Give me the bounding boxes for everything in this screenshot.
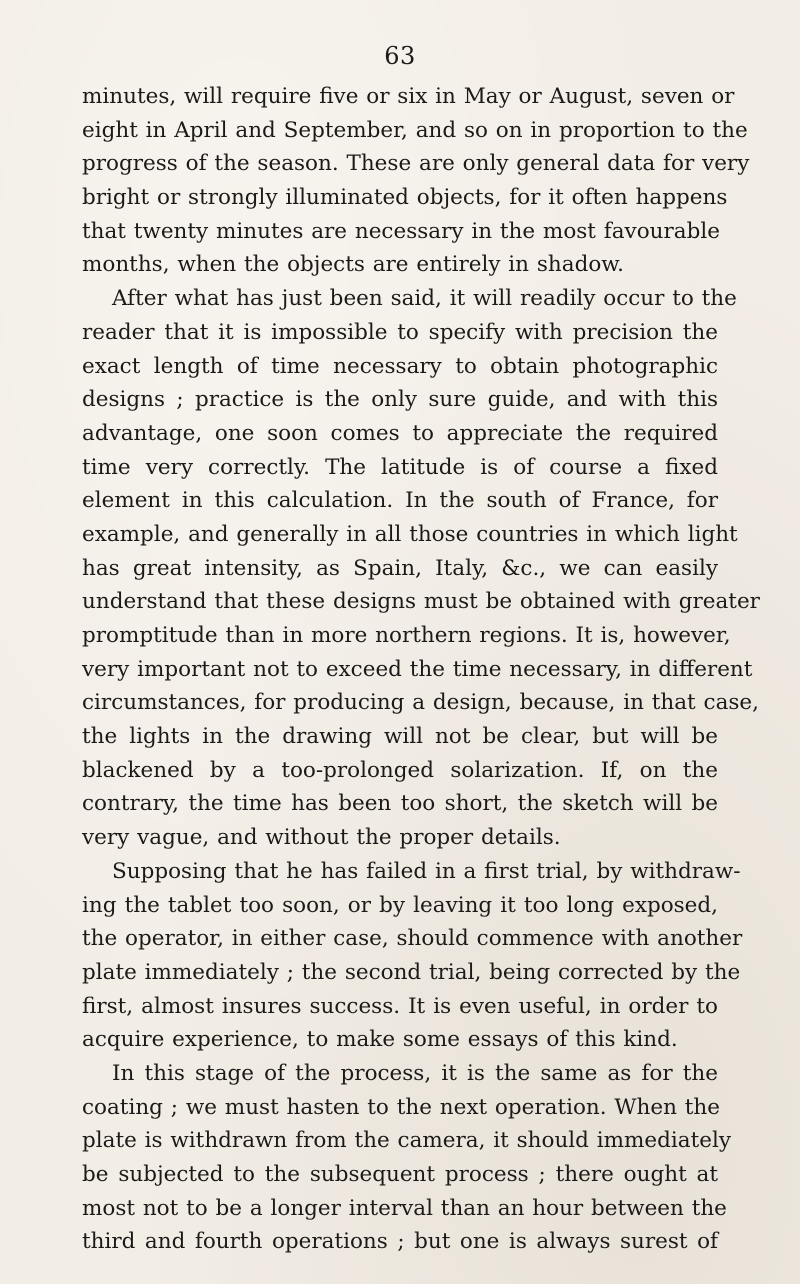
text-line: the operator, in either case, should commence with another xyxy=(82,926,743,952)
text-line: most not to be a longer interval than an hour between the xyxy=(82,1195,727,1221)
text-line: that twenty minutes are necessary in the most favourable xyxy=(82,218,720,244)
text-line: the lights in the drawing will not be clear, but will be xyxy=(82,724,718,750)
text-line: advantage, one soon comes to appreciate the required xyxy=(82,420,718,446)
text-line: months, when the objects are entirely in shadow. xyxy=(82,252,624,278)
text-line: time very correctly. The latitude is of course a fixed xyxy=(82,454,718,480)
text-line: circumstances, for producing a design, because, in that case, xyxy=(82,690,759,716)
text-line: blackened by a too-prolonged solarization. If, on the xyxy=(82,757,718,783)
text-line: bright or strongly illuminated objects, for it often happens xyxy=(82,185,728,211)
text-line: understand that these designs must be obtained with greater xyxy=(82,589,760,615)
text-line: promptitude than in more northern regions. It is, however, xyxy=(82,623,731,648)
text-line: acquire experience, to make some essays of this kind. xyxy=(82,1027,678,1053)
text-line: example, and generally in all those countries in which light xyxy=(82,521,738,547)
text-line: Supposing that he has failed in a first trial, by withdraw- xyxy=(112,858,741,884)
page-number: 63 xyxy=(384,42,416,70)
text-line: contrary, the time has been too short, the sketch will be xyxy=(82,791,718,817)
text-line: be subjected to the subsequent process ; there ought at xyxy=(82,1162,718,1187)
text-line: ing the tablet too soon, or by leaving it too long exposed, xyxy=(82,892,718,918)
text-line: coating ; we must hasten to the next operation. When the xyxy=(82,1094,720,1120)
text-line: element in this calculation. In the south of France, for xyxy=(82,488,718,514)
body-text xyxy=(82,80,760,1259)
text-line: has great intensity, as Spain, Italy, &c., we can easily xyxy=(82,555,718,581)
text-line: very vague, and without the proper details. xyxy=(82,825,561,851)
text-line: After what has just been said, it will readily occur to the xyxy=(112,286,737,312)
text-line: reader that it is impossible to specify with precision the xyxy=(82,319,718,345)
text-line: In this stage of the process, it is the same as for the xyxy=(112,1060,718,1086)
text-line: first, almost insures success. It is even useful, in order to xyxy=(82,993,718,1019)
text-line: plate is withdrawn from the camera, it should immediately xyxy=(82,1128,732,1154)
text-line: designs ; practice is the only sure guide, and with this xyxy=(82,387,718,413)
text-line: progress of the season. These are only general data for very xyxy=(82,151,750,177)
text-line: minutes, will require five or six in May or August, seven or xyxy=(82,84,735,109)
text-line: very important not to exceed the time necessary, in different xyxy=(82,656,753,682)
text-line: eight in April and September, and so on in proportion to the xyxy=(82,117,748,143)
text-line: plate immediately ; the second trial, being corrected by the xyxy=(82,959,741,985)
text-line: third and fourth operations ; but one is always surest of xyxy=(82,1229,718,1255)
text-line: exact length of time necessary to obtain photographic xyxy=(82,353,718,379)
